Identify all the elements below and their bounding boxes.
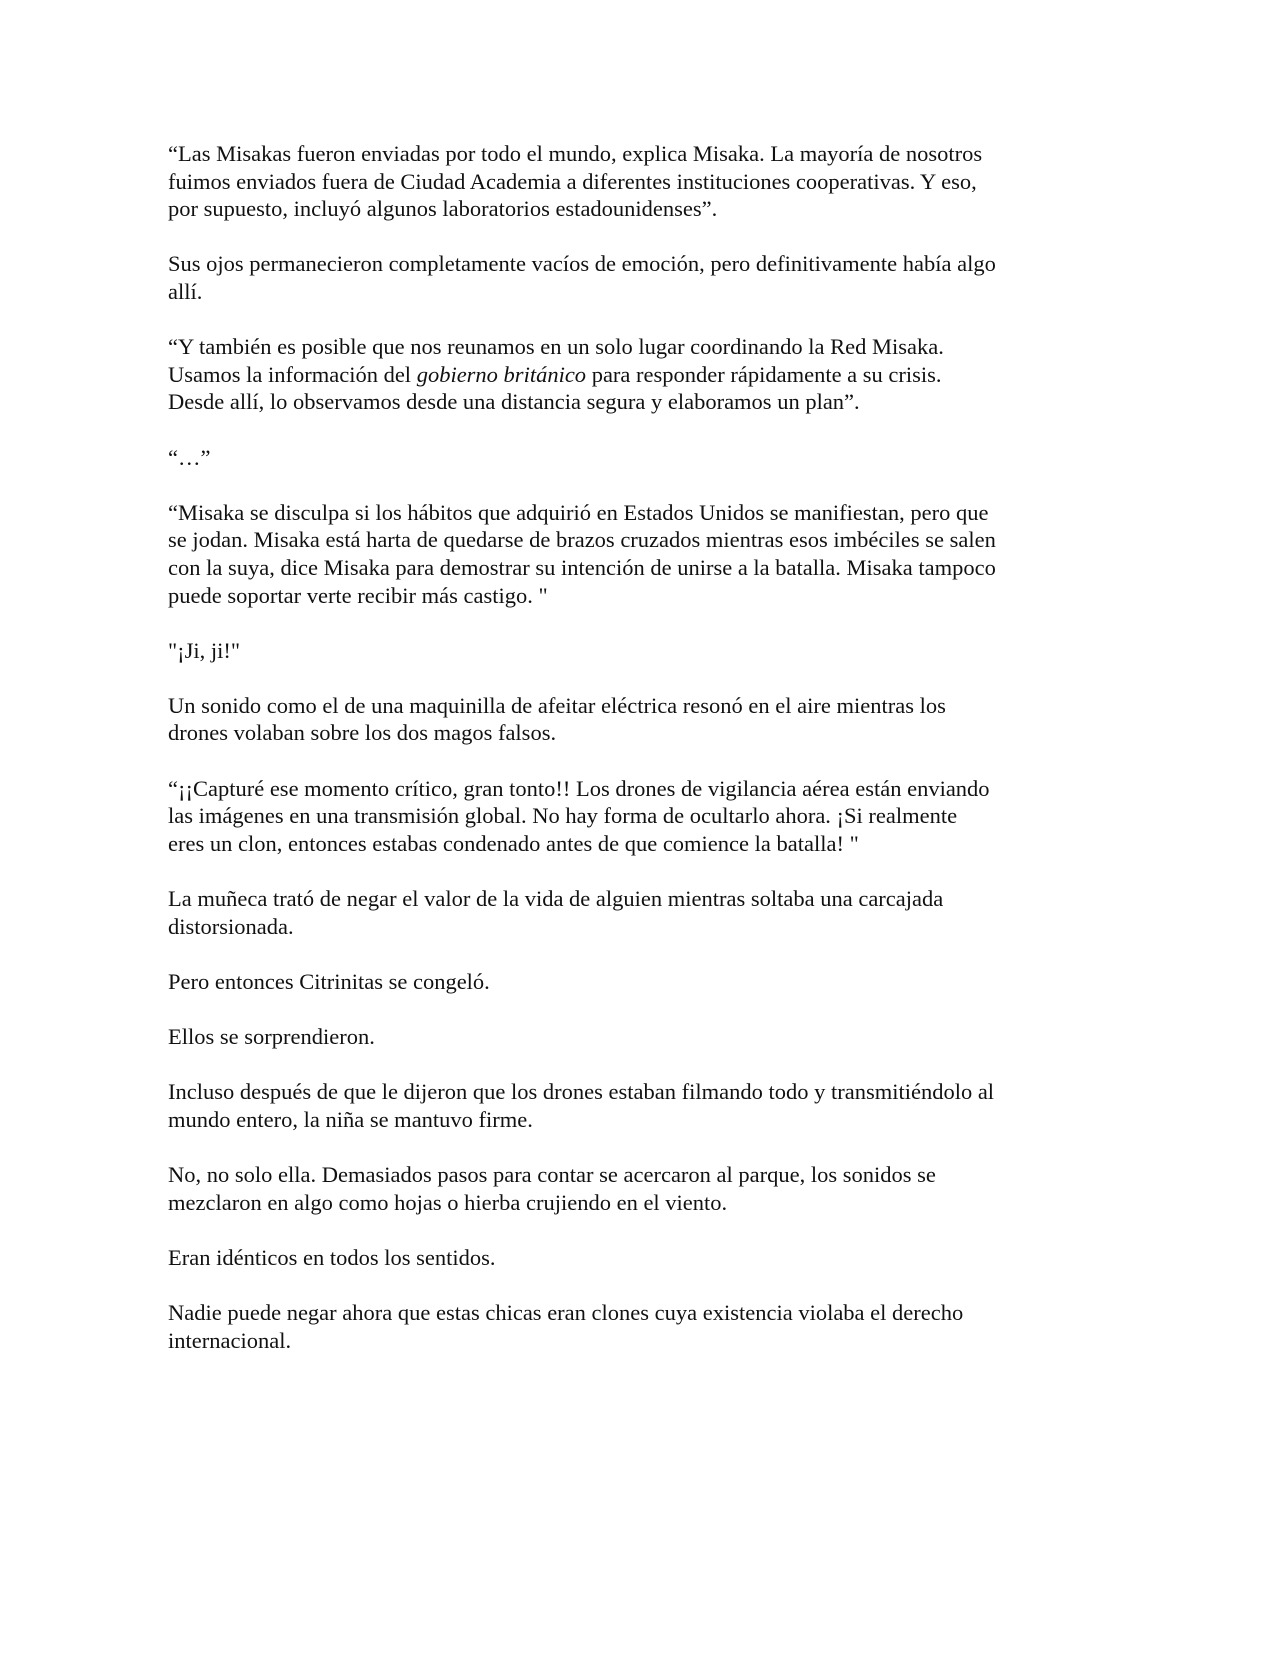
- text-line: fuimos enviados fuera de Ciudad Academia a diferentes instituciones cooperativas. Y eso,: [168, 168, 977, 194]
- text-line: internacional.: [168, 1327, 292, 1353]
- text-line: las imágenes en una transmisión global. No hay forma de ocultarlo ahora. ¡Si realmente: [168, 803, 958, 829]
- paragraph: [168, 885, 1068, 940]
- document-page: [168, 140, 1068, 1382]
- text-line: Sus ojos permanecieron completamente vacíos de emoción, pero definitivamente había algo: [168, 251, 996, 277]
- text-line: "¡Ji, ji!": [168, 637, 241, 663]
- paragraph: [168, 968, 1068, 996]
- paragraph: [168, 140, 1068, 223]
- text-line: “Las Misakas fueron enviadas por todo el mundo, explica Misaka. La mayoría de nosotros: [168, 141, 983, 166]
- text-line: se jodan. Misaka está harta de quedarse de brazos cruzados mientras esos imbéciles se salen: [168, 527, 996, 553]
- text-line: Eran idénticos en todos los sentidos.: [168, 1244, 496, 1270]
- text-line: Pero entonces Citrinitas se congeló.: [168, 968, 490, 994]
- text-line: Nadie puede negar ahora que estas chicas eran clones cuya existencia violaba el derecho: [168, 1299, 964, 1325]
- text-segment: para responder rápidamente a su crisis.: [586, 361, 942, 387]
- text-line: La muñeca trató de negar el valor de la vida de alguien mientras soltaba una carcajada: [168, 886, 944, 912]
- text-line: por supuesto, incluyó algunos laboratorios estadounidenses”.: [168, 196, 718, 222]
- text-line: distorsionada.: [168, 913, 294, 939]
- text-line: No, no solo ella. Demasiados pasos para contar se acercaron al parque, los sonidos se: [168, 1161, 936, 1187]
- paragraph: [168, 1244, 1068, 1272]
- text-line: mezclaron en algo como hojas o hierba crujiendo en el viento.: [168, 1189, 728, 1215]
- text-line: “…”: [168, 444, 211, 470]
- text-line: allí.: [168, 278, 203, 304]
- paragraph: [168, 775, 1068, 858]
- italic-phrase: gobierno británico: [416, 361, 587, 387]
- text-line: con la suya, dice Misaka para demostrar su intención de unirse a la batalla. Misaka tampoco: [168, 554, 996, 580]
- paragraph: [168, 444, 1068, 472]
- paragraph: [168, 250, 1068, 305]
- paragraph: [168, 1023, 1068, 1051]
- text-line: “¡¡Capturé ese momento crítico, gran tonto!! Los drones de vigilancia aérea están enviando: [168, 775, 990, 801]
- paragraph: [168, 333, 1068, 416]
- text-line: Incluso después de que le dijeron que los drones estaban filmando todo y transmitiéndolo al: [168, 1079, 995, 1105]
- text-line: drones volaban sobre los dos magos falsos.: [168, 720, 557, 746]
- paragraph: [168, 1161, 1068, 1216]
- text-segment: Usamos la información del: [168, 361, 417, 387]
- paragraph: [168, 499, 1068, 609]
- paragraph: [168, 637, 1068, 665]
- paragraph: [168, 692, 1068, 747]
- text-line: “Y también es posible que nos reunamos en un solo lugar coordinando la Red Misaka.: [168, 334, 944, 360]
- text-line: mundo entero, la niña se mantuvo firme.: [168, 1106, 533, 1132]
- paragraph: [168, 1078, 1068, 1133]
- paragraph: [168, 1299, 1068, 1354]
- text-line: Ellos se sorprendieron.: [168, 1024, 375, 1049]
- text-line: Desde allí, lo observamos desde una distancia segura y elaboramos un plan”.: [168, 389, 860, 415]
- text-line: puede soportar verte recibir más castigo. ": [168, 582, 548, 608]
- text-line: Un sonido como el de una maquinilla de afeitar eléctrica resonó en el aire mientras los: [168, 692, 946, 718]
- text-line: eres un clon, entonces estabas condenado antes de que comience la batalla! ": [168, 830, 859, 856]
- text-line: [168, 361, 1068, 389]
- text-line: “Misaka se disculpa si los hábitos que adquirió en Estados Unidos se manifiestan, pero que: [168, 499, 989, 525]
